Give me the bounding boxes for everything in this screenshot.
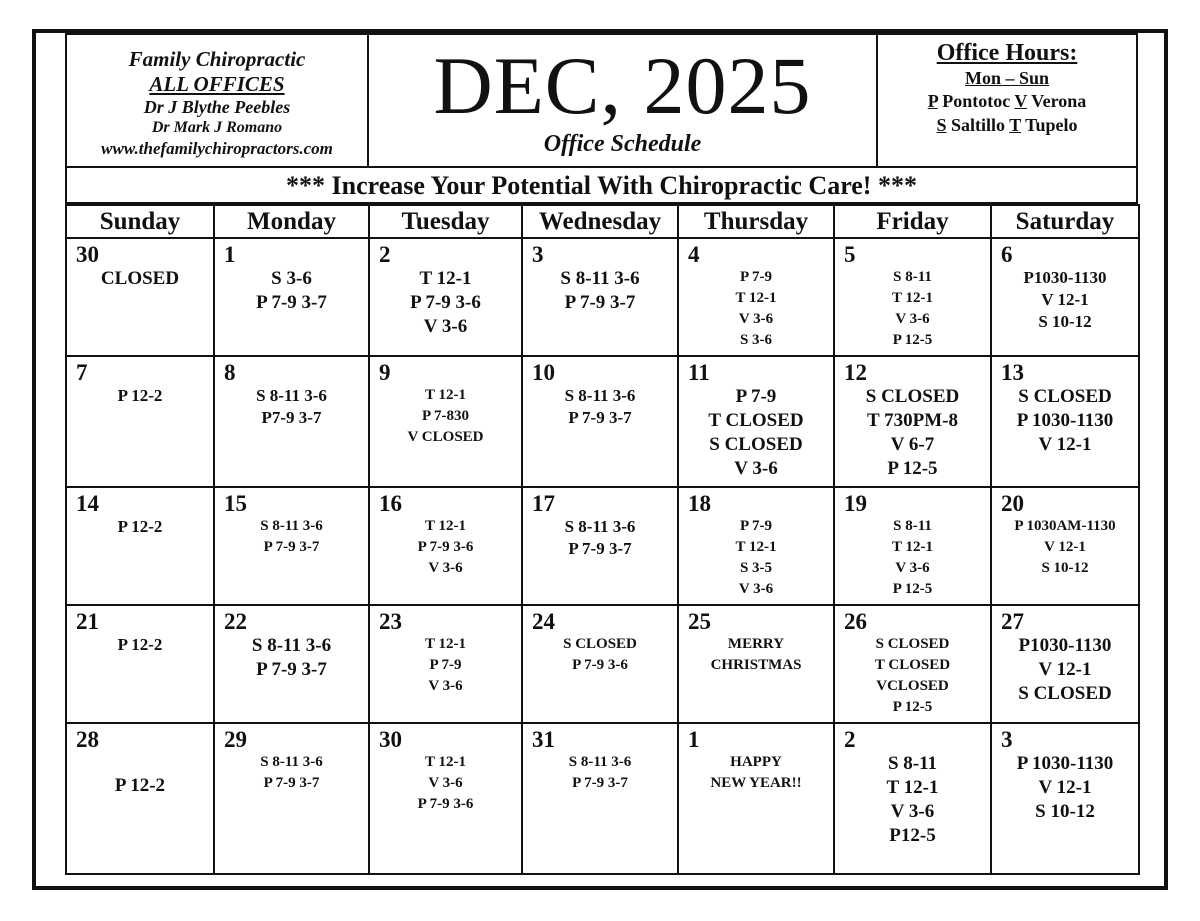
- schedule-entry: P 7-9 3-7: [263, 539, 320, 555]
- schedule-entry: P 7-9 3-7: [256, 659, 327, 680]
- schedule-entry: S 8-11 3-6: [564, 386, 636, 405]
- location-legend: [878, 89, 1136, 113]
- banner: *** Increase Your Potential With Chiropractic Care! ***: [65, 168, 1138, 204]
- schedule-entry: V 3-6: [428, 560, 463, 576]
- day-number: 11: [688, 360, 710, 385]
- day-number: 24: [532, 609, 555, 634]
- day-cell: [369, 238, 522, 356]
- schedule-entry: P 1030AM-1130: [1014, 518, 1116, 534]
- schedule-entry: S 8-11: [893, 269, 932, 285]
- day-number: 27: [1001, 609, 1024, 634]
- weekday-header: Friday: [834, 205, 991, 238]
- day-number: 10: [532, 360, 555, 385]
- schedule-entry: P1030-1130: [1023, 268, 1107, 287]
- day-cell: [678, 238, 834, 356]
- schedule-entry: S CLOSED: [709, 434, 803, 455]
- schedule-entries: [835, 634, 990, 718]
- week-row: [66, 356, 1139, 487]
- day-cell: [214, 238, 369, 356]
- day-number: 29: [224, 727, 247, 752]
- day-number: 7: [76, 360, 88, 385]
- day-cell: [678, 356, 834, 487]
- day-cell: [369, 356, 522, 487]
- schedule-entry: S 8-11 3-6: [260, 518, 323, 534]
- day-number: 31: [532, 727, 555, 752]
- schedule-entry: VCLOSED: [876, 678, 949, 694]
- schedule-subtitle: Office Schedule: [543, 131, 702, 157]
- schedule-entry: P12-5: [889, 825, 936, 846]
- schedule-entry: T 12-1: [892, 290, 933, 306]
- schedule-entry: P 12-2: [114, 775, 166, 796]
- schedule-entry: S 8-11: [887, 753, 938, 774]
- schedule-entry: S 10-12: [1041, 560, 1089, 576]
- schedule-entry: T 12-1: [892, 539, 933, 555]
- week-row: [66, 605, 1139, 723]
- day-cell: [214, 723, 369, 874]
- day-number: 5: [844, 242, 856, 267]
- day-cell: [66, 487, 214, 605]
- day-number: 30: [379, 727, 402, 752]
- schedule-entry: V 3-6: [895, 560, 930, 576]
- day-number: 19: [844, 491, 867, 516]
- day-number: 30: [76, 242, 99, 267]
- schedule-entry: P 7-9 3-7: [564, 292, 636, 313]
- schedule-entry: S 8-11: [893, 518, 932, 534]
- schedule-entries: [523, 752, 677, 794]
- schedule-entry: NEW YEAR!!: [710, 775, 802, 791]
- weekday-header: Monday: [214, 205, 369, 238]
- schedule-entry: P 1030-1130: [1016, 410, 1114, 431]
- schedule-entries: [370, 752, 521, 815]
- schedule-entries: [67, 634, 213, 656]
- day-cell: [66, 356, 214, 487]
- schedule-entries: [215, 752, 368, 794]
- schedule-entries: [215, 634, 368, 682]
- schedule-entry: P 7-830: [421, 408, 470, 424]
- day-number: 4: [688, 242, 700, 267]
- schedule-entry: P7-9 3-7: [261, 408, 322, 427]
- day-cell: [678, 605, 834, 723]
- day-number: 8: [224, 360, 236, 385]
- schedule-entry: P 7-9: [739, 269, 773, 285]
- schedule-entry: V 3-6: [428, 775, 463, 791]
- schedule-entry: P 7-9 3-6: [572, 657, 628, 673]
- schedule-entry: V 6-7: [890, 434, 935, 455]
- schedule-entry: T 12-1: [425, 518, 466, 534]
- title-block: [367, 33, 878, 168]
- schedule-entry: S CLOSED: [563, 636, 637, 652]
- day-number: 17: [532, 491, 555, 516]
- location-name: Pontotoc: [942, 91, 1011, 111]
- schedule-entry: S 10-12: [1038, 312, 1092, 331]
- day-cell: [678, 723, 834, 874]
- schedule-entries: [835, 267, 990, 351]
- month-title: DEC, 2025: [433, 40, 812, 131]
- day-cell: [834, 356, 991, 487]
- doctor-name: Dr J Blythe Peebles: [143, 97, 291, 117]
- day-cell: [522, 356, 678, 487]
- day-cell: [834, 487, 991, 605]
- day-number: 23: [379, 609, 402, 634]
- schedule-entries: [679, 752, 833, 794]
- schedule-entries: [370, 516, 521, 579]
- schedule-entry: S 8-11 3-6: [568, 754, 632, 770]
- day-cell: [214, 605, 369, 723]
- schedule-entry: V 12-1: [1038, 659, 1092, 680]
- schedule-entry: P 7-9 3-7: [572, 775, 628, 791]
- schedule-entries: [523, 634, 677, 676]
- schedule-entries: [679, 516, 833, 600]
- day-cell: [522, 605, 678, 723]
- day-cell: [369, 723, 522, 874]
- location-code: T: [1009, 115, 1021, 135]
- schedule-entry: P 12-2: [117, 635, 163, 654]
- schedule-entry: S CLOSED: [1018, 386, 1112, 407]
- schedule-entry: P 12-2: [117, 517, 163, 536]
- schedule-entries: [679, 385, 833, 481]
- schedule-entry: T 12-1: [425, 636, 466, 652]
- weekday-header: Tuesday: [369, 205, 522, 238]
- schedule-entry: S 10-12: [1035, 801, 1095, 822]
- schedule-entries: [67, 385, 213, 407]
- schedule-entry: S CLOSED: [865, 386, 960, 407]
- schedule-entry: V 3-6: [734, 458, 778, 479]
- schedule-entries: [992, 267, 1138, 333]
- schedule-entry: P 12-5: [892, 581, 933, 597]
- schedule-entry: P 12-2: [117, 386, 163, 405]
- schedule-entry: P 7-9: [735, 386, 777, 407]
- schedule-entries: [835, 752, 990, 848]
- location-code: P: [927, 91, 938, 111]
- calendar-grid: [65, 204, 1140, 875]
- day-number: 15: [224, 491, 247, 516]
- schedule-entry: P 7-9 3-7: [568, 408, 632, 427]
- day-cell: [522, 723, 678, 874]
- schedule-entry: T 12-1: [735, 539, 777, 555]
- day-number: 13: [1001, 360, 1024, 385]
- week-row: [66, 238, 1139, 356]
- day-number: 22: [224, 609, 247, 634]
- weekday-header-row: [66, 205, 1139, 238]
- day-number: 6: [1001, 242, 1013, 267]
- schedule-entry: P 12-5: [892, 699, 933, 715]
- day-cell: [834, 238, 991, 356]
- location-code: V: [1014, 91, 1028, 111]
- day-number: 21: [76, 609, 99, 634]
- schedule-entries: [523, 267, 677, 315]
- day-cell: [66, 723, 214, 874]
- location-legend: [878, 113, 1136, 137]
- schedule-entries: [67, 774, 213, 798]
- day-cell: [522, 487, 678, 605]
- schedule-entry: S CLOSED: [875, 636, 950, 652]
- location-name: Saltillo: [951, 115, 1006, 135]
- schedule-entry: HAPPY: [730, 754, 782, 770]
- day-number: 14: [76, 491, 99, 516]
- schedule-entry: S 8-11 3-6: [260, 754, 323, 770]
- website-text: www.thefamilychiropractors.com: [101, 139, 333, 158]
- day-cell: [214, 487, 369, 605]
- day-cell: [991, 605, 1139, 723]
- day-number: 18: [688, 491, 711, 516]
- schedule-entries: [992, 516, 1138, 579]
- practice-name: Family Chiropractic: [128, 47, 306, 71]
- schedule-entry: T 12-1: [735, 290, 777, 306]
- day-cell: [834, 605, 991, 723]
- schedule-entry: P 7-9 3-6: [417, 796, 474, 812]
- schedule-entry: V 3-6: [428, 678, 463, 694]
- schedule-entry: P 7-9 3-7: [256, 292, 327, 313]
- schedule-entries: [679, 634, 833, 676]
- schedule-entry: P 12-5: [887, 458, 938, 479]
- doctor-name: Dr Mark J Romano: [151, 119, 283, 136]
- day-number: 25: [688, 609, 711, 634]
- schedule-entry: MERRY: [727, 636, 785, 652]
- day-cell: [522, 238, 678, 356]
- schedule-entry: V 3-6: [423, 316, 468, 337]
- day-cell: [991, 238, 1139, 356]
- schedule-entry: P 1030-1130: [1016, 753, 1114, 774]
- schedule-entries: [992, 634, 1138, 706]
- schedule-entry: V 3-6: [890, 801, 935, 822]
- schedule-entries: [679, 267, 833, 351]
- schedule-entries: [67, 516, 213, 538]
- day-number: 16: [379, 491, 402, 516]
- schedule-entry: T CLOSED: [708, 410, 804, 431]
- day-number: 3: [532, 242, 544, 267]
- day-number: 3: [1001, 727, 1013, 752]
- day-number: 1: [224, 242, 236, 267]
- location-name: Verona: [1031, 91, 1087, 111]
- week-row: [66, 723, 1139, 874]
- schedule-entries: [370, 267, 521, 339]
- day-number: 28: [76, 727, 99, 752]
- schedule-entries: [215, 267, 368, 315]
- office-hours-title: Office Hours:: [936, 40, 1078, 66]
- schedule-entries: [835, 516, 990, 600]
- schedule-entry: T 12-1: [425, 754, 466, 770]
- schedule-entry: T 12-1: [425, 387, 466, 403]
- weekday-header: Thursday: [678, 205, 834, 238]
- schedule-entries: [215, 516, 368, 558]
- schedule-entry: T 12-1: [419, 268, 472, 289]
- schedule-entry: S 8-11 3-6: [560, 268, 640, 289]
- schedule-entry: V 3-6: [738, 311, 774, 327]
- schedule-entries: [835, 385, 990, 481]
- schedule-entry: S 3-5: [739, 560, 773, 576]
- location-name: Tupelo: [1025, 115, 1078, 135]
- schedule-entry: V 12-1: [1038, 777, 1092, 798]
- schedule-entry: P 7-9 3-6: [410, 292, 481, 313]
- schedule-entries: [523, 385, 677, 429]
- practice-info: [65, 33, 369, 168]
- day-cell: [834, 723, 991, 874]
- day-number: 26: [844, 609, 867, 634]
- day-number: 20: [1001, 491, 1024, 516]
- schedule-entry: V 3-6: [738, 581, 774, 597]
- schedule-entry: P 7-9 3-7: [568, 539, 632, 558]
- day-cell: [66, 238, 214, 356]
- day-number: 1: [688, 727, 700, 752]
- week-row: [66, 487, 1139, 605]
- schedule-entries: [215, 385, 368, 429]
- schedule-entries: [370, 634, 521, 697]
- day-number: 2: [379, 242, 391, 267]
- schedule-entry: P 12-5: [892, 332, 933, 348]
- header: [65, 33, 1138, 168]
- location-code: S: [936, 115, 947, 135]
- day-cell: [369, 487, 522, 605]
- schedule-entry: S 3-6: [271, 268, 312, 289]
- schedule-entry: S CLOSED: [1018, 683, 1112, 704]
- day-cell: [214, 356, 369, 487]
- schedule-entry: P1030-1130: [1018, 635, 1112, 656]
- schedule-sheet: [65, 33, 1138, 873]
- schedule-entry: T CLOSED: [874, 657, 951, 673]
- day-cell: [678, 487, 834, 605]
- office-hours-days: Mon – Sun: [964, 68, 1050, 88]
- schedule-entry: CLOSED: [100, 268, 180, 289]
- schedule-entry: T 730PM-8: [867, 410, 958, 431]
- day-number: 2: [844, 727, 856, 752]
- schedule-entry: T 12-1: [886, 777, 939, 798]
- day-cell: [369, 605, 522, 723]
- schedule-entry: V 3-6: [895, 311, 930, 327]
- schedule-entry: V 12-1: [1044, 539, 1086, 555]
- schedule-entry: S 3-6: [739, 332, 773, 348]
- weekday-header: Sunday: [66, 205, 214, 238]
- office-hours: [876, 33, 1138, 168]
- schedule-entry: P 7-9 3-6: [417, 539, 474, 555]
- schedule-entry: P 7-9: [739, 518, 773, 534]
- schedule-entries: [67, 267, 213, 291]
- schedule-entry: S 8-11 3-6: [256, 386, 327, 405]
- weekday-header: Wednesday: [522, 205, 678, 238]
- schedule-entry: S 8-11 3-6: [564, 517, 636, 536]
- schedule-entry: P 7-9: [429, 657, 462, 673]
- schedule-entry: V 12-1: [1038, 434, 1092, 455]
- day-cell: [991, 723, 1139, 874]
- schedule-entry: V CLOSED: [407, 429, 484, 445]
- schedule-entry: V 12-1: [1041, 290, 1089, 309]
- schedule-entries: [992, 385, 1138, 457]
- day-cell: [991, 356, 1139, 487]
- schedule-entry: CHRISTMAS: [710, 657, 802, 673]
- schedule-entry: P 7-9 3-7: [263, 775, 320, 791]
- weekday-header: Saturday: [991, 205, 1139, 238]
- day-cell: [66, 605, 214, 723]
- schedule-entries: [523, 516, 677, 560]
- day-number: 9: [379, 360, 391, 385]
- all-offices-label: ALL OFFICES: [149, 72, 285, 96]
- schedule-entry: S 8-11 3-6: [251, 635, 332, 656]
- day-number: 12: [844, 360, 867, 385]
- day-cell: [991, 487, 1139, 605]
- schedule-entries: [370, 385, 521, 448]
- schedule-entries: [992, 752, 1138, 824]
